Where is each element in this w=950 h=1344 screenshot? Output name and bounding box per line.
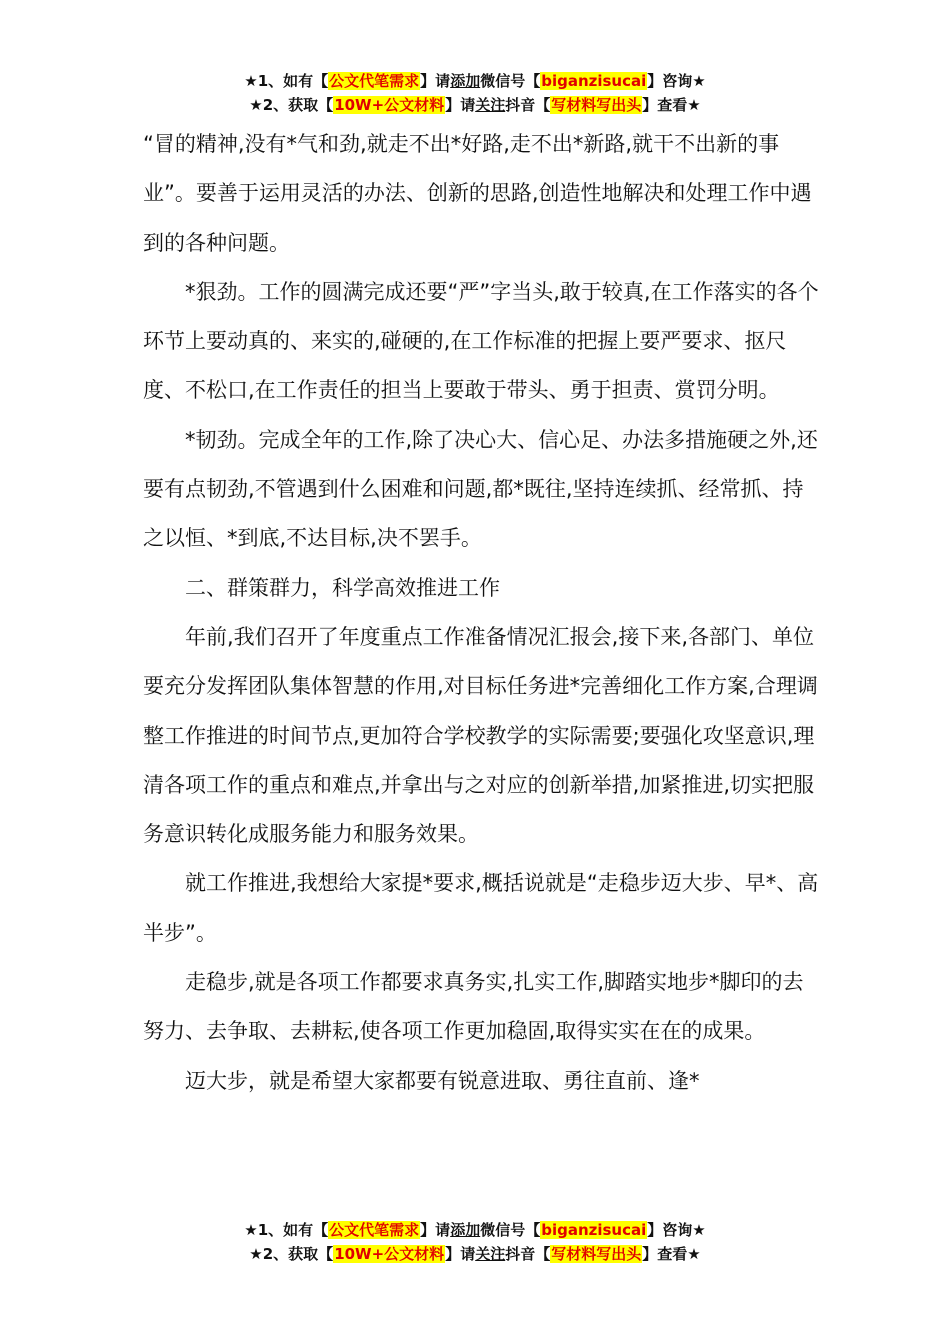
header-line-1-suffix: 】咨询★ bbox=[647, 72, 706, 90]
footer-line-1-mid2: 微信号【 bbox=[480, 1221, 541, 1239]
footer-line-2-mid: 】请 bbox=[445, 1245, 476, 1263]
add-underlined-text: 添加 bbox=[450, 1221, 481, 1239]
header-banner bbox=[0, 69, 950, 117]
wechat-id-highlight: biganzisucai bbox=[541, 1221, 647, 1239]
follow-underlined-text: 关注 bbox=[475, 96, 506, 114]
header-line-1 bbox=[0, 69, 950, 93]
header-line-2 bbox=[0, 93, 950, 117]
header-line-2-mid: 】请 bbox=[445, 96, 476, 114]
wechat-id-highlight: biganzisucai bbox=[541, 72, 647, 90]
footer-line-1 bbox=[0, 1218, 950, 1242]
douyin-account-highlight: 写材料写出头 bbox=[551, 1245, 642, 1263]
paragraph-work-meeting: 年前,我们召开了年度重点工作准备情况汇报会,接下来,各部门、单位要充分发挥团队集体智慧的作用,对目标任务进*完善细化工作方案,合理调整工作推进的时间节点,更加符合学校教学的实际需要;要强化攻坚意识,理清各项工作的重点和难点,并拿出与之对应的创新举措,加紧推进,切实把服务意识转化成服务能力和服务效果。 bbox=[143, 624, 818, 847]
footer-line-2 bbox=[0, 1242, 950, 1266]
header-line-1-prefix: ★1、如有【 bbox=[244, 72, 329, 90]
footer-line-1-mid: 】请 bbox=[420, 1221, 451, 1239]
header-line-1-mid2: 微信号【 bbox=[480, 72, 541, 90]
paragraph-ruthless-effort: *狠劲。工作的圆满完成还要“严”字当头,敢于较真,在工作落实的各个环节上要动真的、来实的,碰硬的,在工作标准的把握上要严要求、抠尺度、不松口,在工作责任的担当上要敢于带头、勇于担责、赏罚分明。 bbox=[143, 279, 819, 403]
header-line-2-suffix: 】查看★ bbox=[642, 96, 701, 114]
footer-line-2-mid2: 抖音【 bbox=[505, 1245, 551, 1263]
service-highlight: 公文代笔需求 bbox=[329, 72, 420, 90]
paragraph-continuation: “冒的精神,没有*气和劲,就走不出*好路,走不出*新路,就干不出新的事业”。要善于运用灵活的办法、创新的思路,创造性地解决和处理工作中遇到的各种问题。 bbox=[143, 132, 812, 255]
paragraph-steady-step: 走稳步,就是各项工作都要求真务实,扎实工作,脚踏实地步*脚印的去努力、去争取、去耕耘,使各项工作更加稳固,取得实实在在的成果。 bbox=[143, 970, 804, 1044]
paragraph-tenacity: *韧劲。完成全年的工作,除了决心大、信心足、办法多措施硬之外,还要有点韧劲,不管遇到什么困难和问题,都*既往,坚持连续抓、经常抓、持之以恒、*到底,不达目标,决不罢手。 bbox=[143, 427, 818, 551]
materials-highlight: 10W+公文材料 bbox=[334, 1245, 445, 1263]
footer-line-2-suffix: 】查看★ bbox=[642, 1245, 701, 1263]
service-highlight: 公文代笔需求 bbox=[329, 1221, 420, 1239]
footer-line-2-prefix: ★2、获取【 bbox=[249, 1245, 334, 1263]
paragraph-requirements: 就工作推进,我想给大家提*要求,概括说就是“走稳步迈大步、早*、高半步”。 bbox=[143, 871, 819, 945]
header-line-2-prefix: ★2、获取【 bbox=[249, 96, 334, 114]
douyin-account-highlight: 写材料写出头 bbox=[551, 96, 642, 114]
follow-underlined-text: 关注 bbox=[475, 1245, 506, 1263]
document-body bbox=[143, 120, 823, 1106]
header-line-1-mid: 】请 bbox=[420, 72, 451, 90]
footer-line-1-prefix: ★1、如有【 bbox=[244, 1221, 329, 1239]
materials-highlight: 10W+公文材料 bbox=[334, 96, 445, 114]
section-heading-2: 二、群策群力，科学高效推进工作 bbox=[185, 575, 500, 600]
footer-line-1-suffix: 】咨询★ bbox=[647, 1221, 706, 1239]
add-underlined-text: 添加 bbox=[450, 72, 481, 90]
header-line-2-mid2: 抖音【 bbox=[505, 96, 551, 114]
paragraph-big-step: 迈大步，就是希望大家都要有锐意进取、勇往直前、逢* bbox=[185, 1068, 700, 1093]
footer-banner bbox=[0, 1218, 950, 1266]
